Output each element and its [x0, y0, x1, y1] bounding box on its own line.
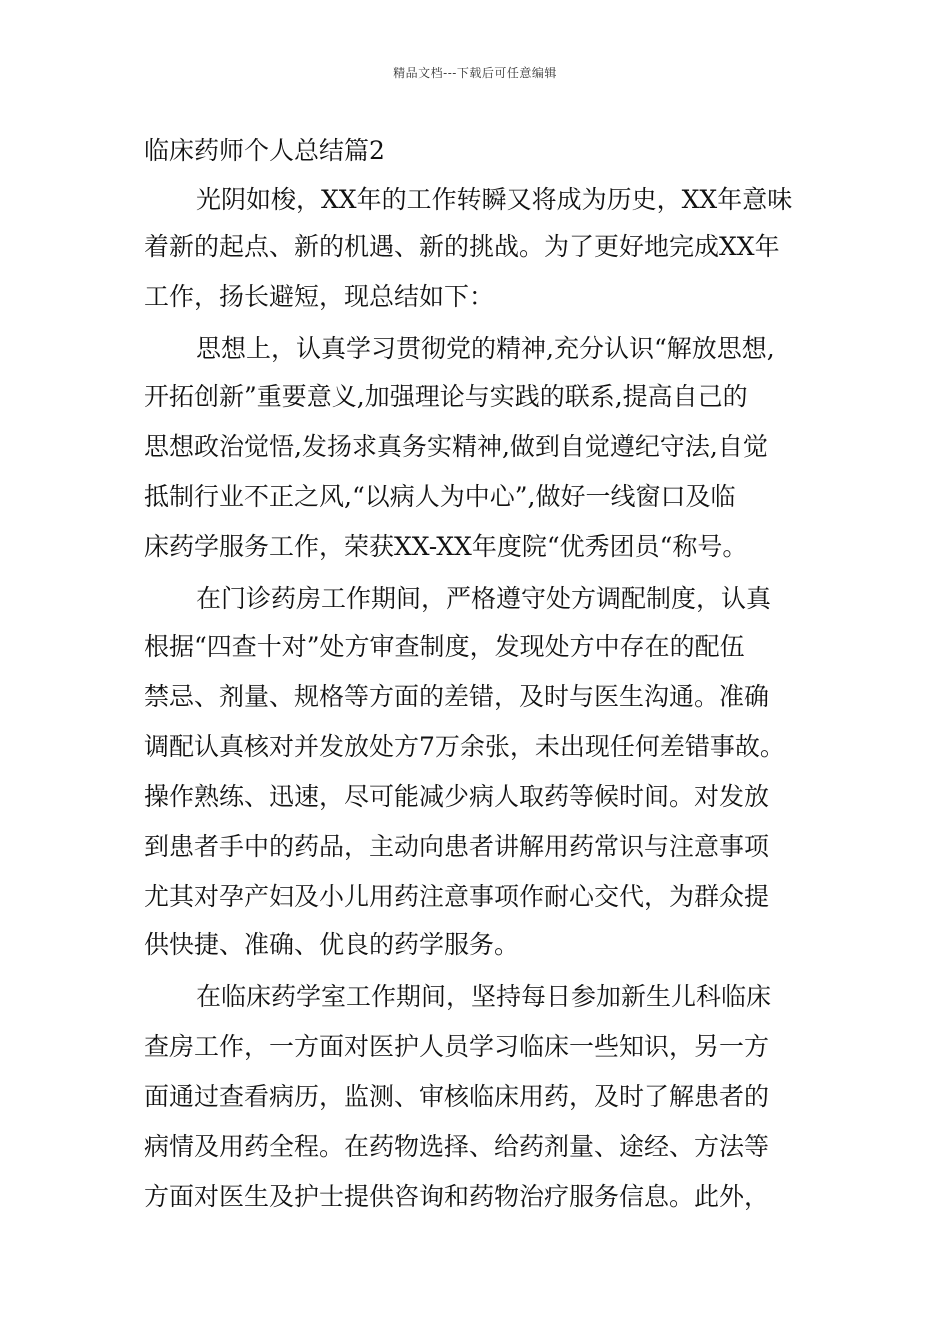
- paragraph-line: 抵制行业不正之风,“以病人为中心”,做好一线窗口及临: [144, 482, 736, 511]
- header-note: 精品文档---下载后可任意编辑: [393, 66, 557, 80]
- paragraph-line: 床药学服务工作，荣获XX-XX年度院“优秀团员“称号。: [144, 532, 748, 561]
- paragraph-line: 根据“四查十对”处方审查制度，发现处方中存在的配伍: [144, 632, 745, 661]
- paragraph-line: 工作，扬长避短，现总结如下：: [144, 282, 495, 311]
- paragraph-line: 病情及用药全程。在药物选择、给药剂量、途经、方法等: [144, 1132, 770, 1161]
- paragraph-line: 在门诊药房工作期间，严格遵守处方调配制度，认真: [196, 584, 772, 613]
- document-title: 临床药师个人总结篇2: [144, 136, 385, 165]
- paragraph-line: 方面对医生及护士提供咨询和药物治疗服务信息。此外，: [144, 1182, 770, 1211]
- paragraph-line: 思想政治觉悟,发扬求真务实精神,做到自觉遵纪守法,自觉: [144, 432, 768, 461]
- paragraph-line: 思想上，认真学习贯彻党的精神,充分认识“解放思想,: [196, 334, 775, 363]
- paragraph-line: 面通过查看病历，监测、审核临床用药，及时了解患者的: [144, 1082, 770, 1111]
- paragraph-line: 查房工作，一方面对医护人员学习临床一些知识，另一方: [144, 1032, 770, 1061]
- paragraph-line: 到患者手中的药品，主动向患者讲解用药常识与注意事项: [144, 832, 770, 861]
- paragraph-line: 禁忌、剂量、规格等方面的差错，及时与医生沟通。准确: [144, 682, 770, 711]
- paragraph-line: 光阴如梭，XX年的工作转瞬又将成为历史，XX年意味: [196, 185, 793, 214]
- paragraph-line: 开拓创新”重要意义,加强理论与实践的联系,提高自己的: [144, 382, 748, 411]
- paragraph-line: 调配认真核对并发放处方7万余张，未出现任何差错事故。: [144, 732, 785, 761]
- paragraph-line: 供快捷、准确、优良的药学服务。: [144, 930, 520, 959]
- paragraph-line: 尤其对孕产妇及小儿用药注意事项作耐心交代，为群众提: [144, 882, 770, 911]
- paragraph-line: 操作熟练、迅速，尽可能减少病人取药等候时间。对发放: [144, 782, 770, 811]
- paragraph-line: 着新的起点、新的机遇、新的挑战。为了更好地完成XX年: [144, 232, 780, 261]
- paragraph-line: 在临床药学室工作期间，坚持每日参加新生儿科临床: [196, 982, 772, 1011]
